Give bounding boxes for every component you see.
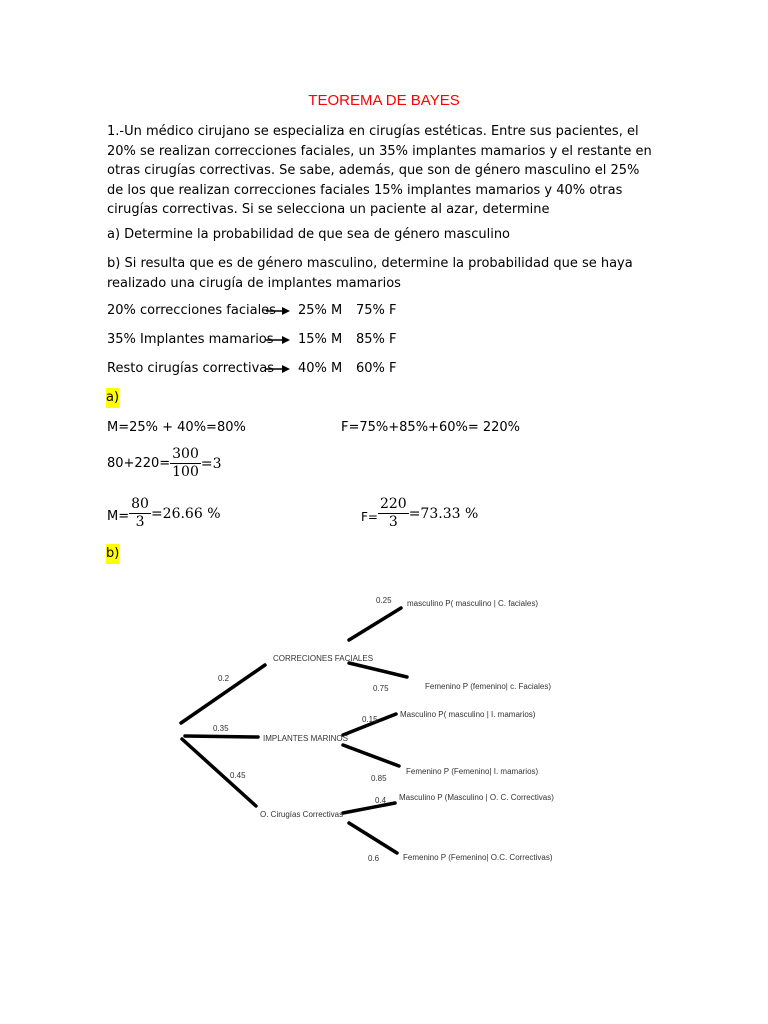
branch-label: CORRECIONES FACIALES: [273, 654, 374, 663]
row-label: Resto cirugías correctivas: [107, 361, 275, 376]
male-calc: M=25% + 40%=80%: [107, 420, 246, 435]
row-female: 60% F: [356, 361, 397, 376]
tree-branch: [349, 608, 401, 640]
question-b: b) Si resulta que es de género masculino, determine la probabilidad que se haya realizado una cirugía de implantes mamarios: [107, 256, 633, 291]
branch-label: IMPLANTES MARINOS: [263, 734, 348, 743]
page-title: TEOREMA DE BAYES: [308, 92, 460, 109]
female-result: =73.33 %: [408, 505, 479, 522]
fraction-numerator: 80: [131, 496, 149, 512]
female-prefix: F=: [361, 509, 378, 524]
fraction-denominator: 3: [388, 514, 398, 530]
leaf-label: Masculino P( masculino | I. mamarios): [400, 710, 536, 719]
branch-probability: 0.35: [213, 724, 229, 733]
row-female: 75% F: [356, 303, 397, 318]
branch-label: O. Cirugías Correctivas: [260, 810, 344, 819]
row-female: 85% F: [356, 332, 397, 347]
male-prefix: M=: [107, 508, 130, 524]
row-label: 35% Implantes mamarios: [107, 332, 274, 347]
leaf-label: Femenino P (femenino| c. Faciales): [425, 682, 551, 691]
tree-branch: [343, 745, 399, 766]
section-a-label: a): [106, 388, 119, 408]
sum-result: =3: [200, 455, 222, 472]
leaf-label: Femenino P (Femenino| O.C. Correctivas): [403, 853, 553, 862]
male-result: =26.66 %: [150, 505, 221, 522]
tree-branch: [349, 663, 407, 677]
sum-prefix: 80+220=: [107, 455, 171, 471]
row-male: 15% M: [298, 332, 343, 347]
question-a: a) Determine la probabilidad de que sea de género masculino: [107, 227, 511, 242]
fraction-denominator: 3: [135, 514, 145, 530]
fraction-numerator: 220: [379, 496, 407, 512]
branch-probability: 0.2: [218, 674, 230, 683]
leaf-label: Femenino P (Femenino| I. mamarios): [406, 767, 539, 776]
fraction-numerator: 300: [172, 446, 199, 462]
row-male: 40% M: [298, 361, 343, 376]
tree-branch: [343, 803, 395, 813]
leaf-label: Masculino P (Masculino | O. C. Correctivas): [399, 793, 554, 802]
female-calc: F=75%+85%+60%= 220%: [341, 420, 521, 435]
leaf-probability: 0.4: [375, 796, 387, 805]
tree-branch: [349, 823, 397, 853]
row-male: 25% M: [298, 303, 343, 318]
leaf-probability: 0.75: [373, 684, 389, 693]
leaf-probability: 0.6: [368, 854, 380, 863]
leaf-label: masculino P( masculino | C. faciales): [407, 599, 539, 608]
leaf-probability: 0.85: [371, 774, 387, 783]
section-b-label: b): [106, 544, 119, 564]
problem-statement: 1.-Un médico cirujano se especializa en cirugías estéticas. Entre sus pacientes, el 20% se realizan correcciones faciales, un 35% implantes mamarios y el restante en otras cirugías correctivas. Se sabe, además, que son de género masculino el 25% de los que realizan correcciones faciales 15% implantes mamarios y 40% otras cirugías correctivas. Si se selecciona un paciente al azar, determine: [107, 124, 652, 218]
branch-probability: 0.45: [230, 771, 246, 780]
fraction-denominator: 100: [172, 464, 199, 480]
leaf-probability: 0.15: [362, 715, 378, 724]
row-label: 20% correcciones faciales: [107, 303, 276, 318]
tree-branch: [185, 736, 258, 737]
leaf-probability: 0.25: [376, 596, 392, 605]
